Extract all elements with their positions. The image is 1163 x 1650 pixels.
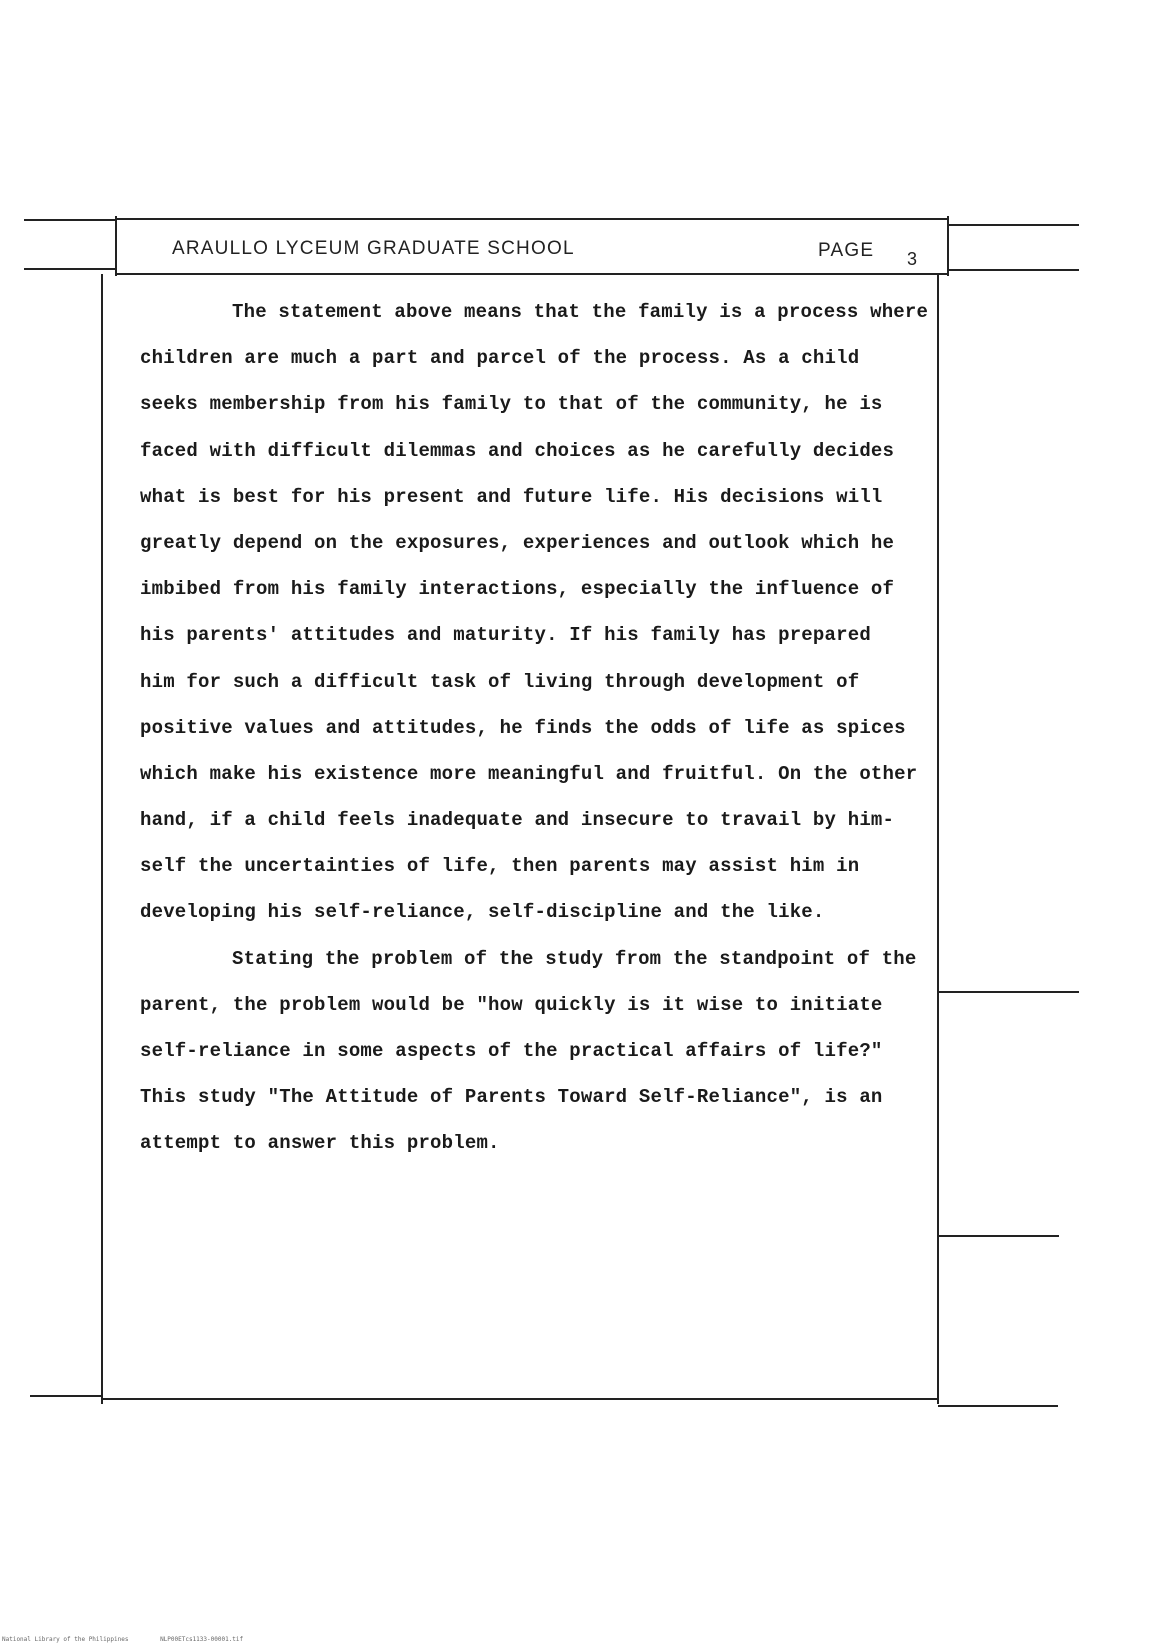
text-line: attempt to answer this problem. (140, 1132, 500, 1155)
body-text (140, 300, 950, 1178)
right-tick-1 (937, 991, 1079, 993)
text-line: what is best for his present and future life. His decisions will (140, 485, 883, 508)
text-line: imbibed from his family interactions, especially the influence of (140, 578, 895, 601)
top-rule (116, 218, 949, 220)
text-line: hand, if a child feels inadequate and insecure to travail by him- (140, 809, 895, 832)
text-line: which make his existence more meaningful and fruitful. On the other (140, 762, 918, 785)
text-line: him for such a difficult task of living through development of (140, 670, 860, 693)
text-line: developing his self-reliance, self-discipline and the like. (140, 901, 825, 924)
top-rule-right (949, 224, 1079, 226)
top-rule-left (24, 219, 116, 221)
header-rule-right (949, 269, 1079, 271)
school-name: ARAULLO LYCEUM GRADUATE SCHOOL (172, 238, 575, 259)
header-rule-left (24, 268, 116, 270)
bottom-rule (102, 1398, 938, 1400)
text-line: This study "The Attitude of Parents Toward Self-Reliance", is an (140, 1086, 883, 1109)
text-line: greatly depend on the exposures, experiences and outlook which he (140, 531, 895, 554)
scan-caption (2, 1636, 271, 1643)
header-rule (116, 273, 949, 275)
scan-filename: NLP00ETcs1133-00001.tif (160, 1636, 244, 1643)
text-line: self the uncertainties of life, then parents may assist him in (140, 855, 860, 878)
text-line: self-reliance in some aspects of the practical affairs of life?" (140, 1040, 883, 1062)
text-line: The statement above means that the family is a process where (232, 301, 929, 323)
text-line: faced with difficult dilemmas and choices as he carefully decides (140, 439, 895, 462)
paragraph-2 (140, 947, 950, 1178)
left-margin-line (101, 274, 103, 1404)
text-line: children are much a part and parcel of the process. As a child (140, 347, 860, 370)
text-line: his parents' attitudes and maturity. If his family has prepared (140, 624, 871, 647)
scan-source: National Library of the Philippines (2, 1636, 129, 1643)
left-border (115, 216, 117, 276)
right-border-top (947, 216, 949, 276)
text-line: seeks membership from his family to that of the community, he is (140, 393, 883, 416)
bottom-rule-right (938, 1405, 1058, 1407)
text-line: positive values and attitudes, he finds the odds of life as spices (140, 716, 906, 739)
bottom-rule-left (30, 1395, 102, 1397)
text-line: Stating the problem of the study from the standpoint of the (232, 947, 917, 970)
page-number: 3 (907, 249, 918, 269)
right-tick-2 (937, 1235, 1059, 1237)
paragraph-1 (140, 300, 950, 947)
page-label: PAGE (818, 240, 875, 261)
text-line: parent, the problem would be "how quickly is it wise to initiate (140, 993, 883, 1016)
